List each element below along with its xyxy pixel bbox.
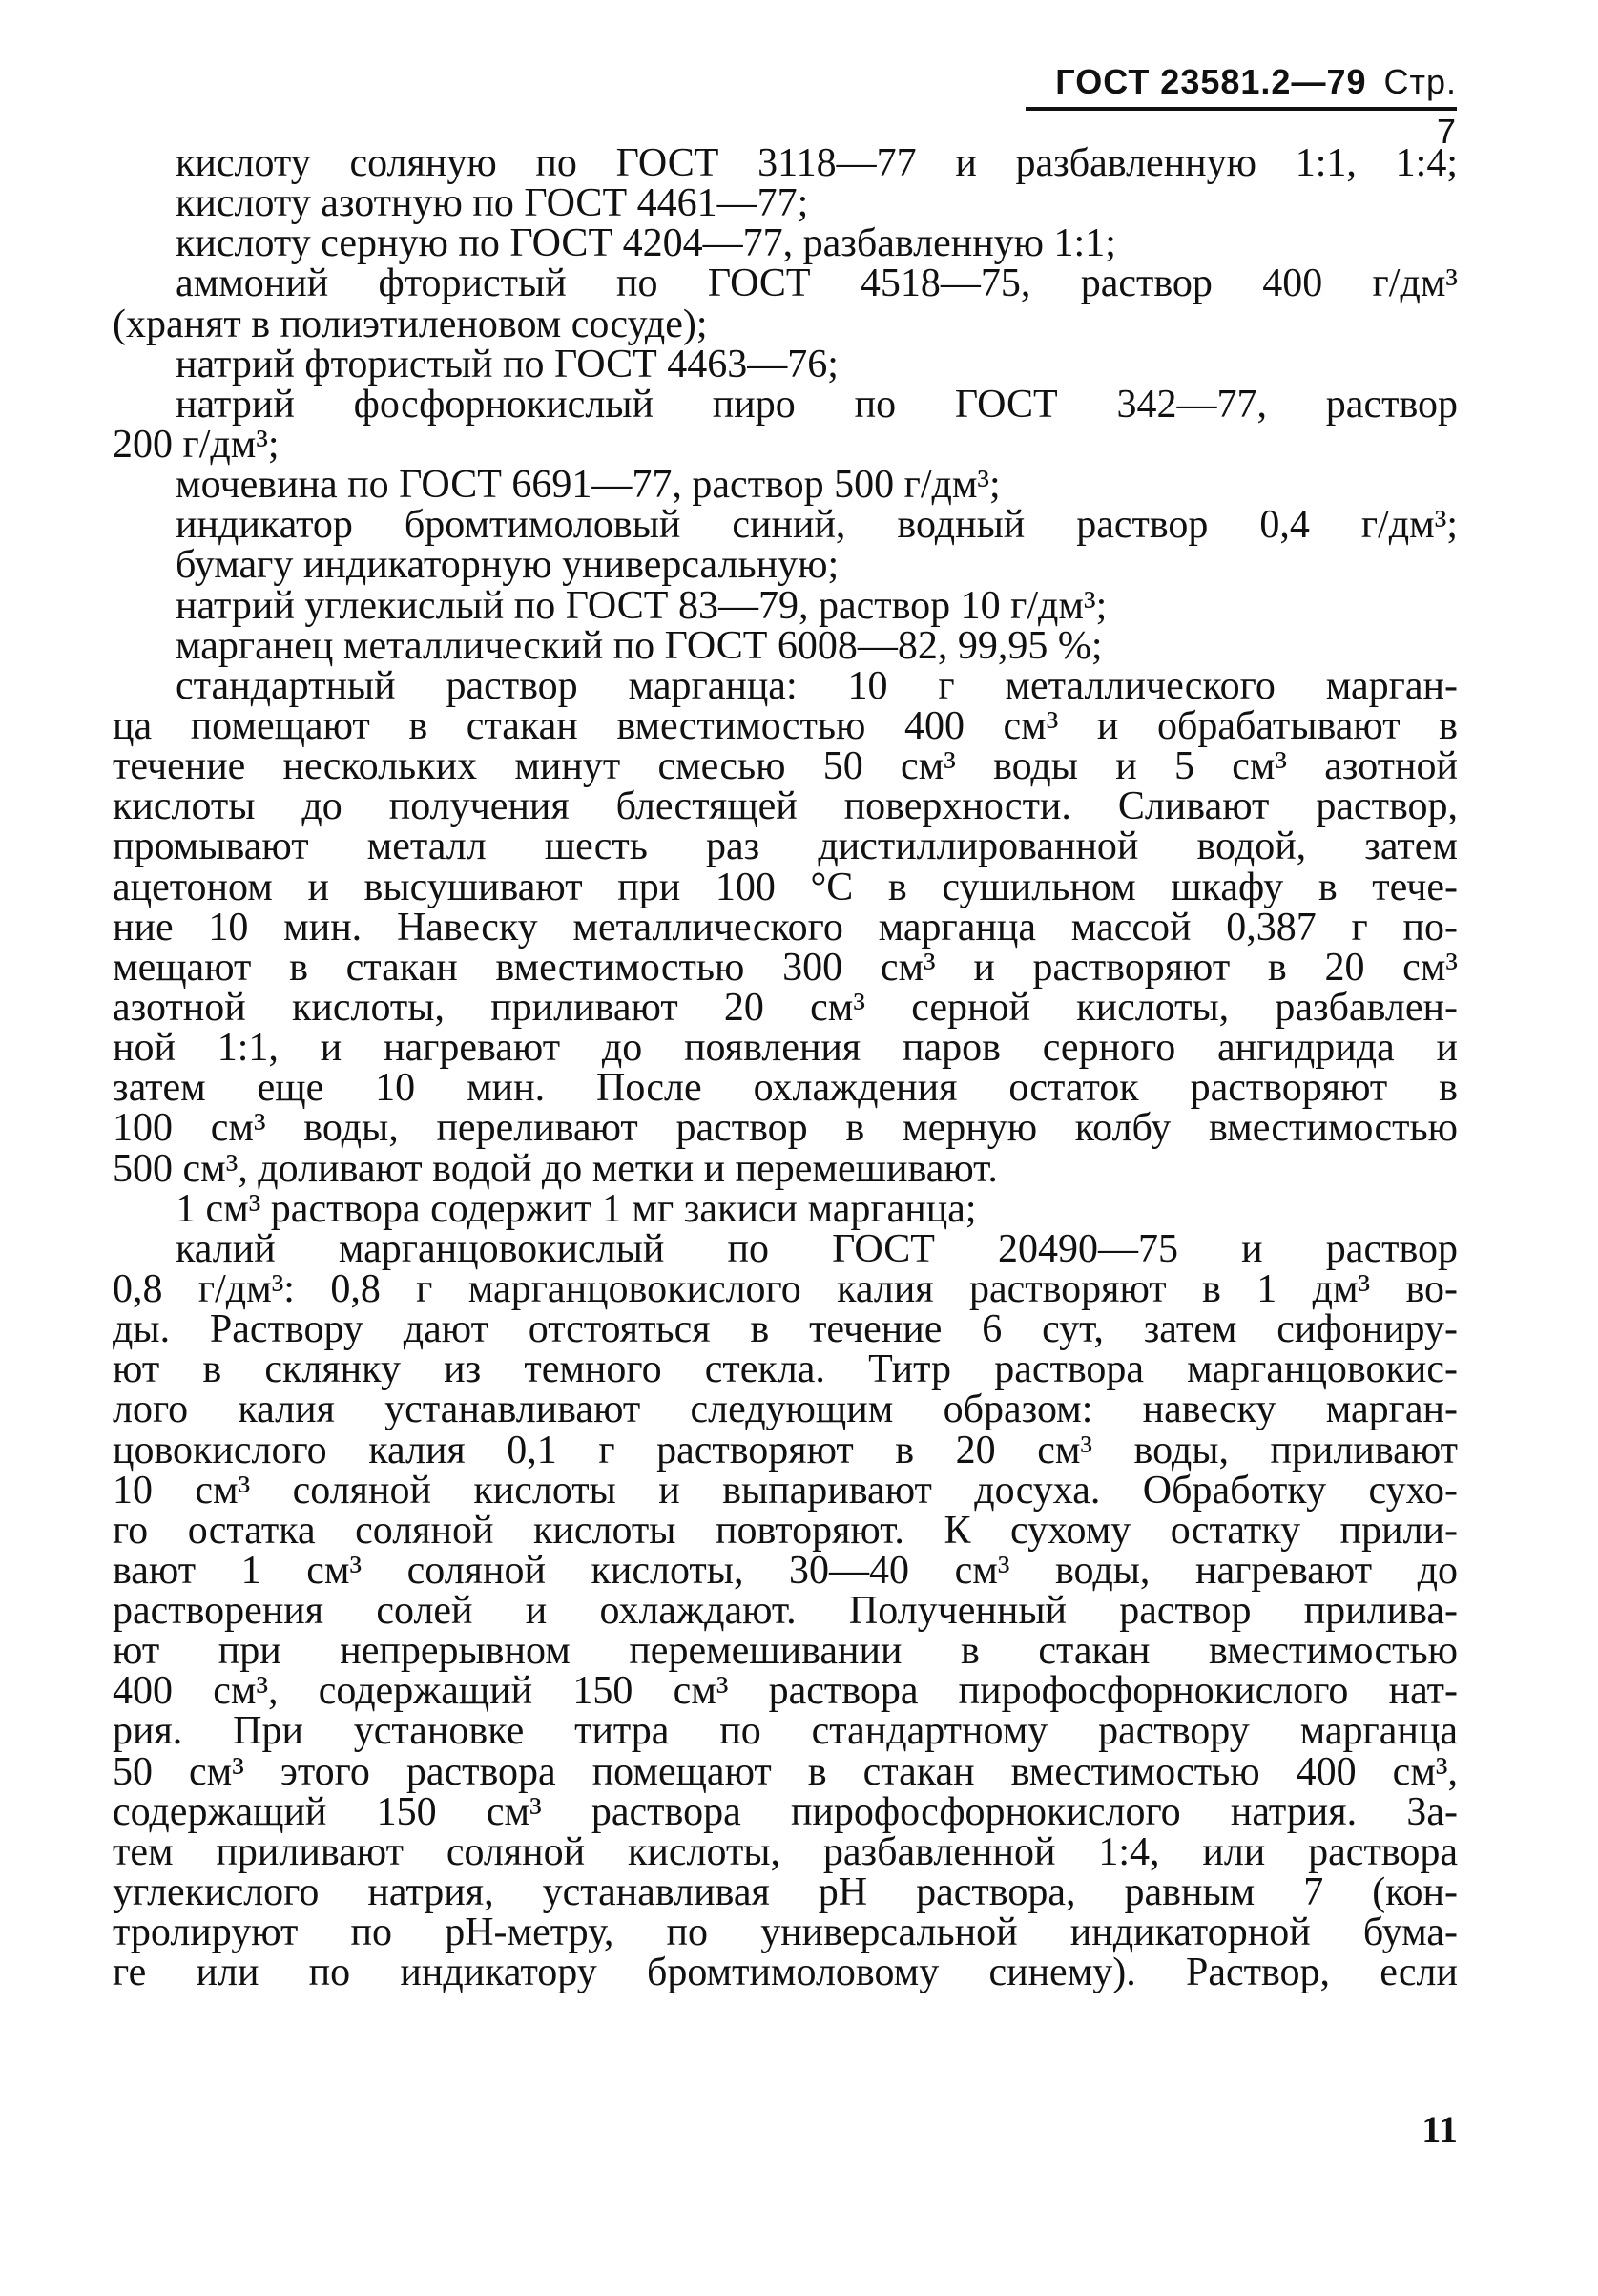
body-text [113, 143, 1458, 1993]
text-line: ацетоном и высушивают при 100 °С в сушильном шкафу в тече- [113, 865, 1458, 909]
text-line: бумагу индикаторную универсальную; [176, 543, 840, 588]
text-line: тем приливают соляной кислоты, разбавленной 1:4, или раствора [113, 1829, 1458, 1874]
text-line: ние 10 мин. Навеску металлического марганца массой 0,387 г по- [113, 905, 1458, 950]
standard-number: ГОСТ 23581.2—79 [1055, 62, 1367, 101]
text-line: ца помещают в стакан вместимостью 400 см³ и обрабатывают в [113, 703, 1458, 748]
text-line: индикатор бромтимоловый синий, водный раствор 0,4 г/дм³; [176, 503, 1458, 548]
text-line: вают 1 см³ соляной кислоты, 30—40 см³ воды, нагревают до [113, 1548, 1458, 1593]
text-line: азотной кислоты, приливают 20 см³ серной кислоты, разбавлен- [113, 985, 1458, 1030]
text-line: аммоний фтористый по ГОСТ 4518—75, раствор 400 г/дм³ [176, 261, 1458, 306]
text-line: марганец металлический по ГОСТ 6008—82, 99,95 %; [176, 623, 1103, 668]
text-line: течение нескольких минут смесью 50 см³ воды и 5 см³ азотной [113, 744, 1458, 789]
text-line: тролируют по рН-метру, по универсальной индикаторной бума- [113, 1910, 1458, 1955]
text-line: 200 г/дм³; [113, 422, 280, 467]
text-line: растворения солей и охлаждают. Полученный раствор прилива- [113, 1589, 1458, 1634]
text-line: цовокислого калия 0,1 г растворяют в 20 см³ воды, приливают [113, 1428, 1458, 1472]
text-line: натрий фтористый по ГОСТ 4463—76; [176, 342, 839, 386]
text-line: кислоту серную по ГОСТ 4204—77, разбавленную 1:1; [176, 221, 1116, 266]
text-line: натрий фосфорнокислый пиро по ГОСТ 342—77, раствор [176, 382, 1458, 427]
text-line: ют в склянку из темного стекла. Титр раствора марганцовокис- [113, 1347, 1458, 1392]
text-line: содержащий 150 см³ раствора пирофосфорнокислого натрия. За- [113, 1789, 1458, 1834]
page-number: 11 [1422, 2108, 1458, 2151]
text-line: ды. Раствору дают отстояться в течение 6 сут, затем сифониру- [113, 1307, 1458, 1352]
text-line: углекислого натрия, устанавливая рН раствора, равным 7 (кон- [113, 1870, 1458, 1915]
text-line: кислоты до получения блестящей поверхности. Сливают раствор, [113, 784, 1458, 829]
text-line: мещают в стакан вместимостью 300 см³ и растворяют в 20 см³ [113, 945, 1458, 990]
text-line: затем еще 10 мин. После охлаждения остаток растворяют в [113, 1066, 1458, 1111]
text-line: 0,8 г/дм³: 0,8 г марганцовокислого калия растворяют в 1 дм³ во- [113, 1266, 1458, 1311]
text-line: ной 1:1, и нагревают до появления паров серного ангидрида и [113, 1026, 1458, 1071]
text-line: 1 см³ раствора содержит 1 мг закиси марганца; [176, 1186, 977, 1231]
text-line: го остатка соляной кислоты повторяют. К сухому остатку прили- [113, 1508, 1458, 1553]
page-label: Стр. 7 [1383, 62, 1457, 151]
text-line: 50 см³ этого раствора помещают в стакан вместимостью 400 см³, [113, 1749, 1458, 1794]
text-line: ге или по индикатору бромтимоловому синему). Раствор, если [113, 1951, 1458, 1995]
text-line: рия. При установке титра по стандартному раствору марганца [113, 1709, 1458, 1754]
text-line: ют при непрерывном перемешивании в стакан вместимостью [113, 1629, 1458, 1674]
text-line: стандартный раствор марганца: 10 г металлического марган- [176, 663, 1458, 708]
text-line: 100 см³ воды, переливают раствор в мерную колбу вместимостью [113, 1106, 1458, 1151]
text-line: лого калия устанавливают следующим образом: навеску марган- [113, 1388, 1458, 1432]
text-line: 500 см³, доливают водой до метки и перемешивают. [113, 1146, 998, 1191]
text-line: 400 см³, содержащий 150 см³ раствора пирофосфорнокислого нат- [113, 1669, 1458, 1714]
text-line: (хранят в полиэтиленовом сосуде); [113, 302, 708, 346]
text-line: калий марганцовокислый по ГОСТ 20490—75 и раствор [176, 1226, 1458, 1271]
text-line: натрий углекислый по ГОСТ 83—79, раствор 10 г/дм³; [176, 583, 1108, 628]
page-header [1026, 57, 1457, 151]
text-line: 10 см³ соляной кислоты и выпаривают досуха. Обработку сухо- [113, 1468, 1458, 1513]
text-line: кислоту азотную по ГОСТ 4461—77; [176, 181, 809, 226]
text-line: кислоту соляную по ГОСТ 3118—77 и разбавленную 1:1, 1:4; [176, 141, 1458, 185]
text-line: промывают металл шесть раз дистиллированной водой, затем [113, 824, 1458, 869]
text-line: мочевина по ГОСТ 6691—77, раствор 500 г/дм³; [176, 463, 1001, 508]
